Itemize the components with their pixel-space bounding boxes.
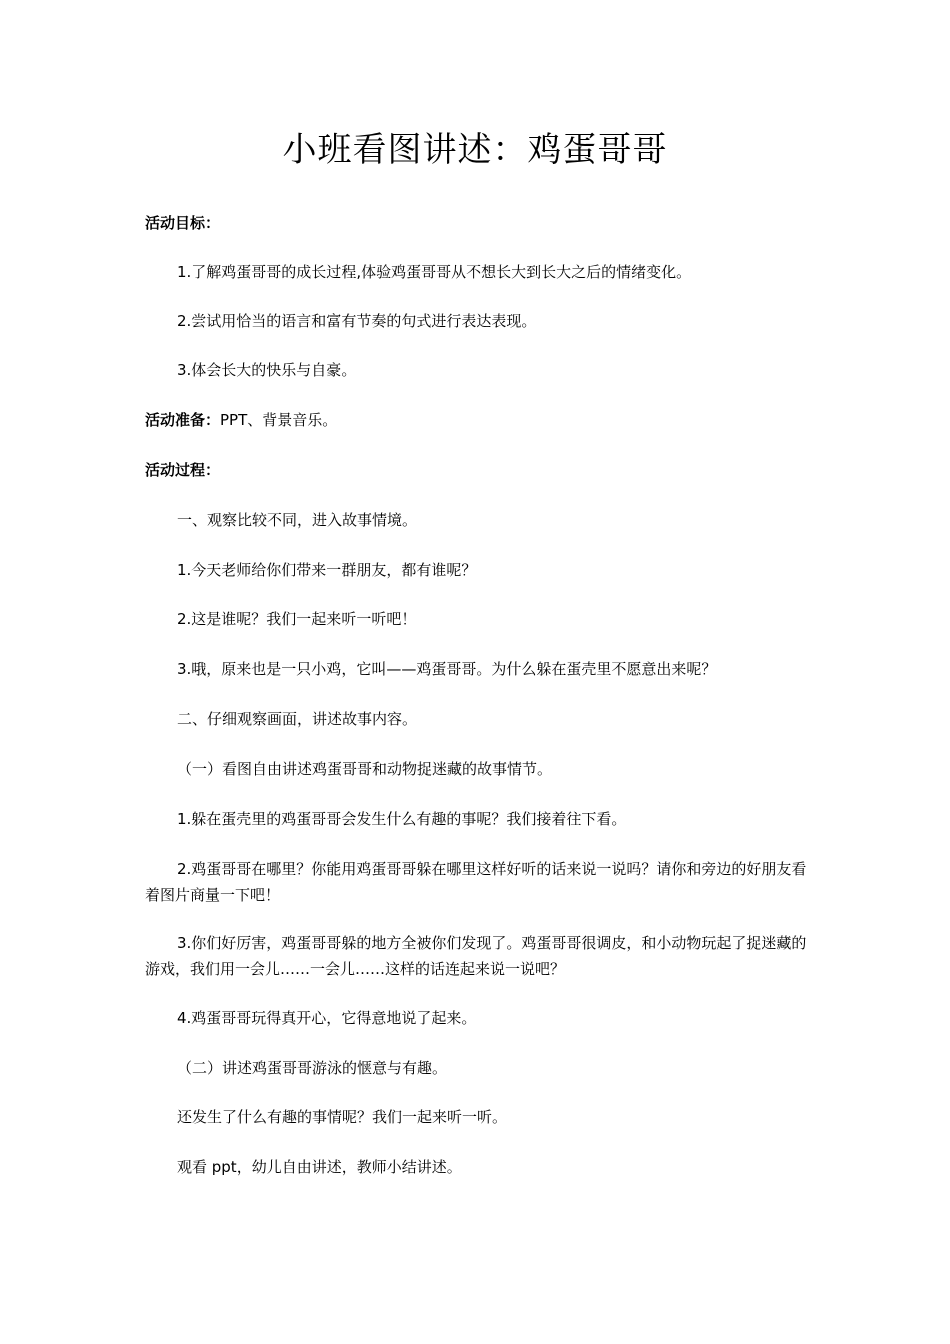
list-item: 1.躲在蛋壳里的鸡蛋哥哥会发生什么有趣的事呢？我们接着往下看。 (177, 810, 627, 828)
subsection-heading: （二）讲述鸡蛋哥哥游泳的惬意与有趣。 (177, 1059, 448, 1077)
list-item: 2.这是谁呢？我们一起来听一听吧！ (177, 610, 417, 628)
list-item: 4.鸡蛋哥哥玩得真开心，它得意地说了起来。 (177, 1009, 477, 1027)
goals-heading: 活动目标： (145, 214, 221, 232)
list-item: 3.哦，原来也是一只小鸡，它叫——鸡蛋哥哥。为什么躲在蛋壳里不愿意出来呢？ (177, 660, 717, 678)
preparation-line (145, 407, 810, 433)
preparation-text: PPT、背景音乐。 (220, 411, 338, 429)
goal-item: 2.尝试用恰当的语言和富有节奏的句式进行表达表现。 (177, 312, 537, 330)
list-item: 2.鸡蛋哥哥在哪里？你能用鸡蛋哥哥躲在哪里这样好听的话来说一说吗？请你和旁边的好朋友看着图片商量一下吧！ (145, 860, 807, 904)
document-title: 小班看图讲述：鸡蛋哥哥 (282, 130, 668, 170)
section-heading: 一、观察比较不同，进入故事情境。 (177, 511, 418, 529)
goal-item: 3.体会长大的快乐与自豪。 (177, 361, 357, 379)
paragraph: 还发生了什么有趣的事情呢？我们一起来听一听。 (177, 1108, 508, 1126)
preparation-label: 活动准备： (145, 411, 221, 429)
section-heading: 二、仔细观察画面，讲述故事内容。 (177, 710, 418, 728)
process-heading: 活动过程： (145, 461, 221, 479)
list-item: 1.今天老师给你们带来一群朋友，都有谁呢？ (177, 561, 477, 579)
subsection-heading: （一）看图自由讲述鸡蛋哥哥和动物捉迷藏的故事情节。 (177, 760, 553, 778)
paragraph: 观看 ppt，幼儿自由讲述，教师小结讲述。 (177, 1158, 462, 1176)
goal-item: 1.了解鸡蛋哥哥的成长过程,体验鸡蛋哥哥从不想长大到长大之后的情绪变化。 (177, 263, 692, 281)
list-item: 3.你们好厉害，鸡蛋哥哥躲的地方全被你们发现了。鸡蛋哥哥很调皮，和小动物玩起了捉迷藏的游戏，我们用一会儿……一会儿……这样的话连起来说一说吧？ (145, 934, 807, 978)
